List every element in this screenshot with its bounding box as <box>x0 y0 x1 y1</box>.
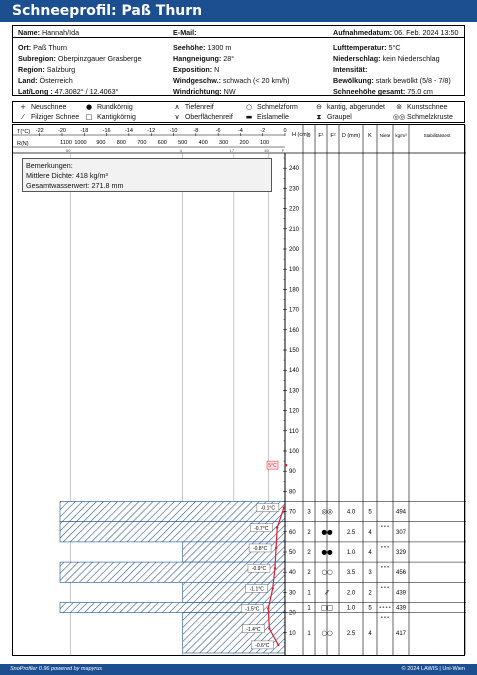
legend-label: Schmelzform <box>255 104 298 111</box>
legend-item <box>243 113 289 121</box>
temp-tick-label: -10 <box>169 128 178 134</box>
legend-item <box>313 103 385 111</box>
footer-copyright: © 2024 LAWIS | Uni-Wien <box>401 666 465 672</box>
name-field <box>18 28 79 37</box>
temp-tick-label: 0 <box>283 128 287 134</box>
temperature-point <box>275 547 277 549</box>
legend-item <box>83 113 136 121</box>
header-field <box>333 65 367 74</box>
header-field <box>333 76 451 85</box>
height-tick-label: 170 <box>289 307 300 314</box>
temp-tick-label: -18 <box>80 128 89 134</box>
header-top-row <box>13 26 464 38</box>
header-field <box>18 43 67 52</box>
header-field-value: NW <box>221 87 236 96</box>
height-tick-label: 90 <box>289 469 296 476</box>
header-field-value: Österreich <box>37 76 73 85</box>
height-tick-label: 230 <box>289 186 300 193</box>
hardness-tick-label: 700 <box>137 140 147 146</box>
layer-density: 417 <box>395 630 407 637</box>
layer-grain-size: 4.0 <box>346 509 356 516</box>
layer-grain-form: ◎◎ <box>321 507 333 516</box>
temperature-label: -0.6°C <box>255 642 270 649</box>
temperature-point <box>272 587 274 589</box>
height-tick-label: 240 <box>289 166 300 173</box>
page-title: Schneeprofil: Paß Thurn <box>0 0 477 22</box>
hardness-tick-label: 400 <box>198 140 208 146</box>
layer-niete: ∘∘∘ <box>380 564 390 571</box>
header-field-value: 28° <box>221 54 235 63</box>
notes-heading: Bemerkungen: <box>26 161 73 170</box>
date-field <box>333 28 458 37</box>
layer-theta: 1 <box>307 605 311 612</box>
layer-grain-size: 1.0 <box>346 550 356 556</box>
header-field-label: Lufttemperatur: <box>333 43 387 52</box>
header-field-label: Bewölkung: <box>333 76 374 85</box>
layer-grain-size: 2.5 <box>346 529 356 536</box>
temp-tick-label: -20 <box>58 128 66 134</box>
name-label: Name: <box>18 28 40 37</box>
header-field <box>18 87 118 96</box>
header-field <box>173 43 231 52</box>
legend-symbol-icon: ◎◎ <box>393 113 406 121</box>
legend-label: Rundkörnig <box>95 104 133 111</box>
hardness-tick-label: 200 <box>239 140 249 146</box>
hardness-tick-label: 900 <box>96 140 106 146</box>
legend-label: Tiefenreif <box>183 104 214 111</box>
legend-symbol-icon: ● <box>85 103 93 111</box>
temp-axis-label: T(°C) <box>17 129 31 135</box>
email-field <box>173 28 197 37</box>
header-field <box>173 76 290 85</box>
legend-symbol-icon: ⊚ <box>396 103 402 111</box>
hardness-class-label: F <box>281 148 285 153</box>
legend-symbol-icon: ▬ <box>245 113 253 121</box>
temperature-label: -1.4°C <box>246 626 261 633</box>
height-tick-label: 160 <box>289 327 300 334</box>
height-tick-label: 120 <box>289 408 300 415</box>
email-label: E-Mail: <box>173 28 197 37</box>
layer-niete: ∘∘∘∘ <box>378 604 392 611</box>
height-tick-label: 10 <box>289 630 296 637</box>
legend-item <box>17 113 79 121</box>
header-field-label: Lat/Long : <box>18 87 53 96</box>
header-field <box>173 65 219 74</box>
layer-grain-size: 3.5 <box>346 570 356 577</box>
height-tick-label: 20 <box>289 610 296 617</box>
header-field <box>333 43 401 52</box>
temperature-label: -0.7°C <box>254 525 269 532</box>
temp-tick-label: -6 <box>215 128 221 134</box>
layer-density: 456 <box>395 570 407 577</box>
height-tick-label: 180 <box>289 287 300 294</box>
legend-label: Schmelzkruste <box>405 114 453 121</box>
layer-grain-form: □□ <box>320 603 334 612</box>
layer-theta: 2 <box>307 550 311 556</box>
height-tick-label: 60 <box>289 529 296 536</box>
layer-hardness-class: 2 <box>368 590 372 597</box>
layer-grain-form: ●● <box>321 527 333 536</box>
legend-symbol-icon: ⁄ <box>22 113 24 121</box>
header-field <box>173 54 234 63</box>
temp-tick-label: -4 <box>237 128 243 134</box>
profile-svg <box>13 125 466 657</box>
layer-niete: ∘∘∘ <box>380 584 390 591</box>
legend-item <box>17 103 66 111</box>
layer-grain-size: 2.5 <box>346 630 356 637</box>
table-header: Niete <box>379 133 391 138</box>
header-field <box>18 76 73 85</box>
legend-symbol-icon: + <box>20 103 26 111</box>
temperature-label: -0.8°C <box>252 545 268 552</box>
footer <box>0 664 477 675</box>
layer-hardness-class: 4 <box>368 630 372 637</box>
header-field-label: Exposition: <box>173 65 213 74</box>
header-field-label: Niederschlag: <box>333 54 381 63</box>
header-field-value: 47.3082° / 12.4063° <box>52 87 119 96</box>
legend-item <box>393 113 453 121</box>
table-header: Stabilitätstest <box>423 133 451 138</box>
layer-theta: 2 <box>307 529 311 536</box>
temperature-label: -1.1°C <box>249 586 264 593</box>
footer-credit: SnoProfiler 0.96 powered by mapyrus <box>10 666 103 672</box>
height-tick-label: 50 <box>289 550 296 556</box>
layer-theta: 3 <box>307 509 311 516</box>
layer-hardness-class: 4 <box>368 529 372 536</box>
header-field-value: 1300 m <box>205 43 232 52</box>
header-field-value: N <box>212 65 220 74</box>
header-field-value: schwach (< 20 km/h) <box>221 76 290 85</box>
snow-profile-chart <box>12 124 465 656</box>
table-header: F¹ <box>318 133 324 139</box>
layer-theta: 1 <box>307 590 311 597</box>
legend-item <box>171 113 233 121</box>
layer-hardness-class: 5 <box>368 509 372 516</box>
hardness-class-label: 40 <box>264 148 269 153</box>
legend-item <box>171 103 214 111</box>
legend-item <box>243 103 298 111</box>
profile-header <box>12 25 465 96</box>
header-field-value: kein Niederschlag <box>380 54 440 63</box>
temp-tick-label: -14 <box>124 128 133 134</box>
hardness-tick-label: 500 <box>178 140 188 146</box>
hardness-tick-label: 1100 <box>60 140 72 146</box>
temp-tick-label: -22 <box>35 128 44 134</box>
layer-niete: ∘∘∘ <box>380 543 390 550</box>
header-field-label: Ort: <box>18 43 32 52</box>
legend-symbol-icon: ⧗ <box>316 113 322 121</box>
layer-niete: ∘∘∘ <box>380 523 390 530</box>
hardness-bar <box>60 502 285 522</box>
legend-label: Eislamelle <box>255 114 289 121</box>
temperature-label: -0.9°C <box>251 566 267 573</box>
table-header: D (mm) <box>341 133 361 139</box>
header-field-label: Subregion: <box>18 54 56 63</box>
legend-symbol-icon: ⊖ <box>316 103 322 111</box>
layer-niete: ∘∘∘ <box>380 614 390 621</box>
height-tick-label: 140 <box>289 368 300 375</box>
header-field-label: Intensität: <box>333 65 368 74</box>
header-field-value: Oberpinzgauer Grasberge <box>55 54 142 63</box>
hardness-tick-label: 600 <box>157 140 167 146</box>
height-tick-label: 110 <box>289 428 299 435</box>
layer-grain-form: ●● <box>321 548 333 556</box>
layer-density: 494 <box>395 509 407 516</box>
temperature-point <box>277 644 279 646</box>
temp-tick-label: -16 <box>102 128 111 134</box>
layer-hardness-class: 5 <box>368 605 372 612</box>
height-tick-label: 150 <box>289 348 300 354</box>
name-value: Hannah/Ida <box>41 28 80 37</box>
hardness-class-label: 17 <box>229 148 235 153</box>
temp-tick-label: -2 <box>260 128 266 134</box>
header-field <box>333 87 433 96</box>
date-label: Aufnahmedatum: <box>333 28 393 37</box>
height-tick-label: 80 <box>289 489 296 496</box>
surface-temp-label: 5°C <box>268 463 277 470</box>
hardness-tick-label: 100 <box>259 140 270 146</box>
date-value: 06. Feb. 2024 13:50 <box>394 28 459 37</box>
table-header: kg/m³ <box>395 133 407 138</box>
surface-temp-point <box>285 464 288 467</box>
temp-tick-label: -8 <box>193 128 199 134</box>
legend-label: Neuschnee <box>29 104 67 111</box>
layer-density: 329 <box>395 550 407 556</box>
legend-label: Oberflächenreif <box>183 114 233 121</box>
header-field-label: Schneehöhe gesamt: <box>333 87 406 96</box>
header-field-label: Windgeschw.: <box>173 76 221 85</box>
temperature-label: -0.1°C <box>260 505 276 512</box>
header-field-label: Hangneigung: <box>173 54 222 63</box>
legend-label: kantig, abgerundet <box>325 104 385 111</box>
table-header: θ <box>307 133 311 139</box>
temperature-point <box>283 506 285 508</box>
temperature-label: -1.5°C <box>245 606 260 613</box>
legend-symbol-icon: □ <box>85 113 93 121</box>
layer-grain-size: 2.0 <box>346 590 356 597</box>
legend-symbol-icon: ∧ <box>174 103 180 111</box>
header-field-label: Seehöhe: <box>173 43 206 52</box>
hardness-class-label: 50 <box>66 148 71 153</box>
height-tick-label: 70 <box>289 509 296 516</box>
layer-grain-size: 1.0 <box>346 605 356 612</box>
legend-label: Graupel <box>325 114 352 121</box>
height-tick-label: 30 <box>289 590 296 597</box>
temperature-point <box>267 607 269 609</box>
total-swe: Gesamtwasserwert: 271.8 mm <box>26 181 124 190</box>
height-tick-label: 40 <box>289 570 296 577</box>
temperature-point <box>276 527 278 529</box>
hardness-bar <box>183 582 285 602</box>
legend-label: Kantigkörnig <box>95 114 136 121</box>
layer-theta: 2 <box>307 570 311 577</box>
header-field-value: Salzburg <box>44 65 76 74</box>
temperature-point <box>268 628 270 630</box>
hardness-tick-label: 800 <box>116 140 126 146</box>
layer-grain-form: ⁄⁄ <box>325 588 329 597</box>
header-field-label: Region: <box>18 65 45 74</box>
hardness-tick-label: 1000 <box>74 140 87 146</box>
legend-label: Kunstschnee <box>405 104 448 111</box>
height-tick-label: 200 <box>289 247 300 253</box>
hardness-axis-label: R(N) <box>17 141 29 147</box>
mean-density: Mittlere Dichte: 418 kg/m³ <box>26 171 108 180</box>
header-field-value: Paß Thurn <box>31 43 68 52</box>
temp-tick-label: -12 <box>147 128 156 134</box>
header-field <box>173 87 236 96</box>
hardness-tick-label: 300 <box>219 140 229 146</box>
header-field-value: stark bewölkt (5/8 - 7/8) <box>373 76 451 85</box>
legend-item <box>393 103 447 111</box>
header-field <box>18 54 141 63</box>
layer-hardness-class: 4 <box>368 550 372 556</box>
header-field-value: 5°C <box>386 43 401 52</box>
legend-item <box>313 113 352 122</box>
layer-theta: 1 <box>307 630 311 637</box>
header-field <box>18 65 75 74</box>
height-tick-label: 210 <box>289 226 300 233</box>
layer-density: 307 <box>395 529 407 536</box>
height-tick-label: 130 <box>289 388 300 395</box>
layer-grain-form: ○○ <box>321 568 333 577</box>
height-tick-label: 190 <box>289 267 300 274</box>
header-field-label: Windrichtung: <box>173 87 222 96</box>
header-field-value: 75.0 cm <box>405 87 433 96</box>
notes-panel <box>22 158 272 192</box>
legend-item <box>83 103 133 111</box>
height-axis-label: H (cm) <box>292 132 309 138</box>
legend-symbol-icon: ○ <box>245 103 253 111</box>
temperature-point <box>274 567 276 569</box>
header-field <box>333 54 440 63</box>
header-field-label: Land: <box>18 76 38 85</box>
table-header: F² <box>330 133 336 139</box>
hardness-class-label: 4 <box>179 148 182 153</box>
legend-label: Filziger Schnee <box>29 114 80 121</box>
layer-hardness-class: 3 <box>368 570 372 577</box>
layer-grain-form: ○○ <box>321 628 333 637</box>
legend <box>12 101 465 123</box>
height-tick-label: 100 <box>289 449 300 455</box>
table-header: K <box>368 133 372 139</box>
layer-density: 439 <box>395 590 407 597</box>
height-tick-label: 220 <box>289 206 300 213</box>
layer-density: 439 <box>395 605 407 612</box>
legend-symbol-icon: ∨ <box>174 113 180 121</box>
